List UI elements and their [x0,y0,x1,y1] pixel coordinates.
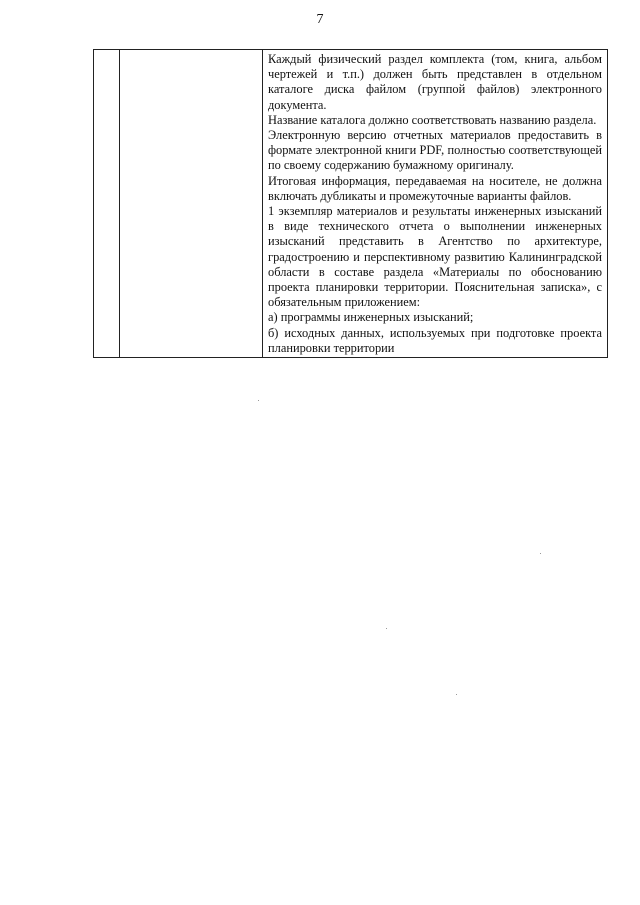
scan-speck [258,400,259,401]
table-cell-number [94,50,120,358]
requirements-table [93,49,608,358]
paragraph-catalog-structure: Каждый физический раздел комплекта (том, книга, альбом чертежей и т.п.) должен быть представлен в отдельном каталоге диска файлом (группой файлов) электронного документа. [268,52,602,112]
paragraph-survey-submission: 1 экземпляр материалов и результаты инженерных изысканий в виде технического отчета о выполнении инженерных изысканий представить в Агентство по архитектуре, градостроению и перспективному развитию Калининградской области в составе раздела «Материалы по обоснованию проекта планировки территории. Пояснительная записка», с обязательным приложением: [268,204,602,310]
page-number: 7 [316,12,324,27]
table-row [94,50,608,358]
table-cell-content [263,50,608,358]
paragraph-item-a: а) программы инженерных изысканий; [268,310,474,325]
paragraph-catalog-name: Название каталога должно соответствовать названию раздела. [268,112,597,127]
paragraph-item-b: б) исходных данных, используемых при подготовке проекта планировки территории [268,325,602,355]
scan-speck [386,628,387,629]
table-cell-title [120,50,263,358]
scan-speck [540,553,541,554]
scan-speck [456,694,457,695]
paragraph-pdf-format: Электронную версию отчетных материалов предоставить в формате электронной книги PDF, полностью соответствующей по своему содержанию бумажному оригиналу. [268,128,602,173]
cell-text [263,50,607,357]
paragraph-no-duplicates: Итоговая информация, передаваемая на носителе, не должна включать дубликаты и промежуточные варианты файлов. [268,173,602,203]
